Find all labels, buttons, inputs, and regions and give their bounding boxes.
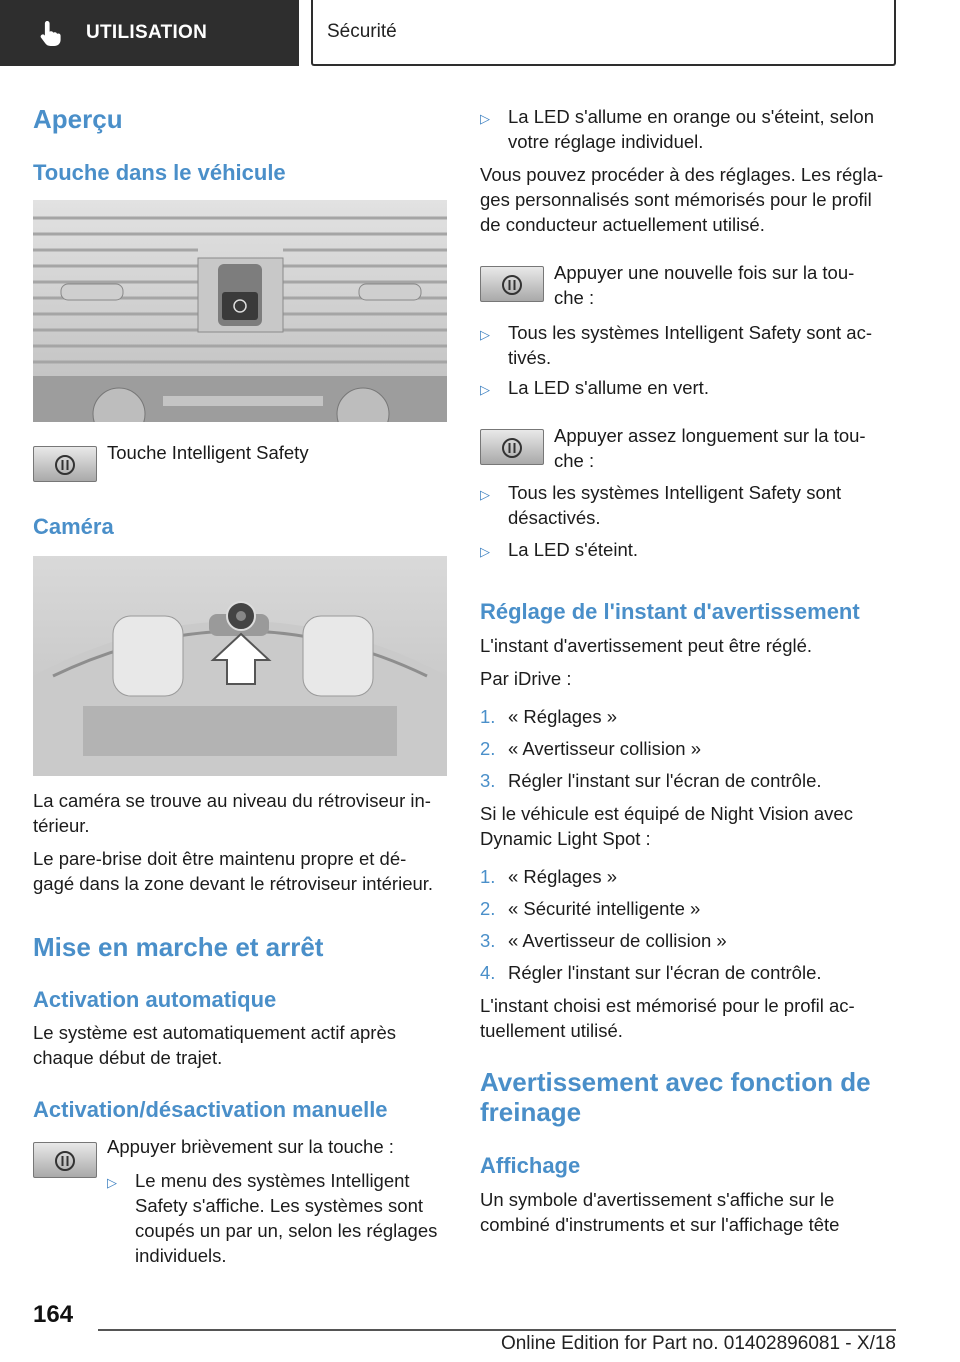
list-item: ▷ La LED s'allume en orange ou s'éteint, selon votre réglage individuel.	[480, 106, 874, 152]
intelligent-safety-button	[33, 1142, 97, 1178]
heading-affichage: Affichage	[480, 1153, 581, 1178]
section-tab	[0, 0, 299, 66]
list-item: 3. Régler l'instant sur l'écran de contrôle.	[480, 770, 822, 791]
bullet-triangle-icon: ▷	[480, 544, 490, 559]
camera-paragraph-1: La caméra se trouve au niveau du rétroviseur in- térieur.	[33, 790, 431, 836]
choisi-paragraph: L'instant choisi est mémorisé pour le profil ac- tuellement utilisé.	[480, 995, 855, 1041]
camera-windshield-photo	[33, 556, 447, 776]
reglages-paragraph: Vous pouvez procéder à des réglages. Les régla- ges personnalisés sont mémorisés pour le profil de conducteur actuellement utilisé.	[480, 164, 884, 235]
list-item: ▷ La LED s'éteint.	[480, 537, 900, 564]
intelligent-safety-button	[480, 266, 544, 302]
night-vision-paragraph: Si le véhicule est équipé de Night Vision avec Dynamic Light Spot :	[480, 803, 853, 849]
regle-paragraph: L'instant d'avertissement peut être réglé.	[480, 635, 813, 656]
bullet-triangle-icon: ▷	[480, 382, 490, 397]
list-item: ▷ Tous les systèmes Intelligent Safety sont ac- tivés.	[480, 322, 873, 368]
heading-touche-vehicule: Touche dans le véhicule	[33, 160, 286, 185]
heading-apercu: Aperçu	[33, 104, 123, 134]
bullet-triangle-icon: ▷	[480, 327, 490, 342]
intelligent-safety-button-icon	[500, 273, 524, 297]
bullet-triangle-icon: ▷	[480, 487, 490, 502]
list-item: ▷ Le menu des systèmes Intelligent Safety s'affiche. Les systèmes sont coupés un par un, selon les réglages individuels.	[107, 1170, 438, 1266]
bullet-triangle-icon: ▷	[480, 111, 490, 126]
list-item: 1. « Réglages »	[480, 706, 618, 727]
heading-activation-manuelle: Activation/désactivation manuelle	[33, 1097, 388, 1122]
heading-mise-en-marche: Mise en marche et arrêt	[33, 932, 324, 962]
list-item: 4. Régler l'instant sur l'écran de contrôle.	[480, 962, 822, 983]
footer-divider	[98, 1329, 896, 1331]
intelligent-safety-button	[33, 446, 97, 482]
camera-paragraph-2: Le pare-brise doit être maintenu propre et dé- gagé dans la zone devant le rétroviseur intérieur.	[33, 848, 434, 894]
idrive-paragraph: Par iDrive :	[480, 668, 572, 689]
intelligent-safety-button	[480, 429, 544, 465]
list-item: ▷ La LED s'allume en vert.	[480, 375, 900, 402]
chapter-title: Sécurité	[327, 21, 397, 42]
hand-pointer-icon	[38, 19, 64, 47]
touche-caption: Touche Intelligent Safety	[107, 442, 309, 463]
heading-activation-automatique: Activation automatique	[33, 987, 277, 1012]
page-number: 164	[33, 1301, 74, 1328]
chapter-tab	[311, 0, 896, 66]
footer-edition: Online Edition for Part no. 01402896081 - X/18	[500, 1333, 896, 1354]
auto-paragraph: Le système est automatiquement actif après chaque début de trajet.	[33, 1022, 396, 1068]
heading-avertissement-freinage: Avertissement avec fonction de freinage	[480, 1067, 871, 1127]
intelligent-safety-button-icon	[53, 1149, 77, 1173]
caption-longuement: Appuyer assez longuement sur la tou- che :	[554, 425, 866, 471]
list-item: 2. « Avertisseur collision »	[480, 738, 701, 759]
caption-nouvelle-fois: Appuyer une nouvelle fois sur la tou- che :	[554, 262, 855, 308]
intelligent-safety-button-icon	[500, 436, 524, 460]
list-item: 1. « Réglages »	[480, 866, 618, 887]
manuelle-caption: Appuyer brièvement sur la touche :	[107, 1136, 394, 1157]
dashboard-button-photo	[33, 200, 447, 422]
list-item: 2. « Sécurité intelligente »	[480, 898, 701, 919]
symbole-paragraph: Un symbole d'avertissement s'affiche sur le combiné d'instruments et sur l'affichage tête	[480, 1189, 840, 1235]
bullet-triangle-icon: ▷	[107, 1175, 117, 1190]
section-title: UTILISATION	[86, 22, 208, 43]
intelligent-safety-button-icon	[53, 453, 77, 477]
heading-camera: Caméra	[33, 514, 114, 539]
heading-reglage-instant: Réglage de l'instant d'avertissement	[480, 599, 860, 624]
list-item: 3. « Avertisseur de collision »	[480, 930, 727, 951]
list-item: ▷ Tous les systèmes Intelligent Safety sont désactivés.	[480, 482, 842, 528]
